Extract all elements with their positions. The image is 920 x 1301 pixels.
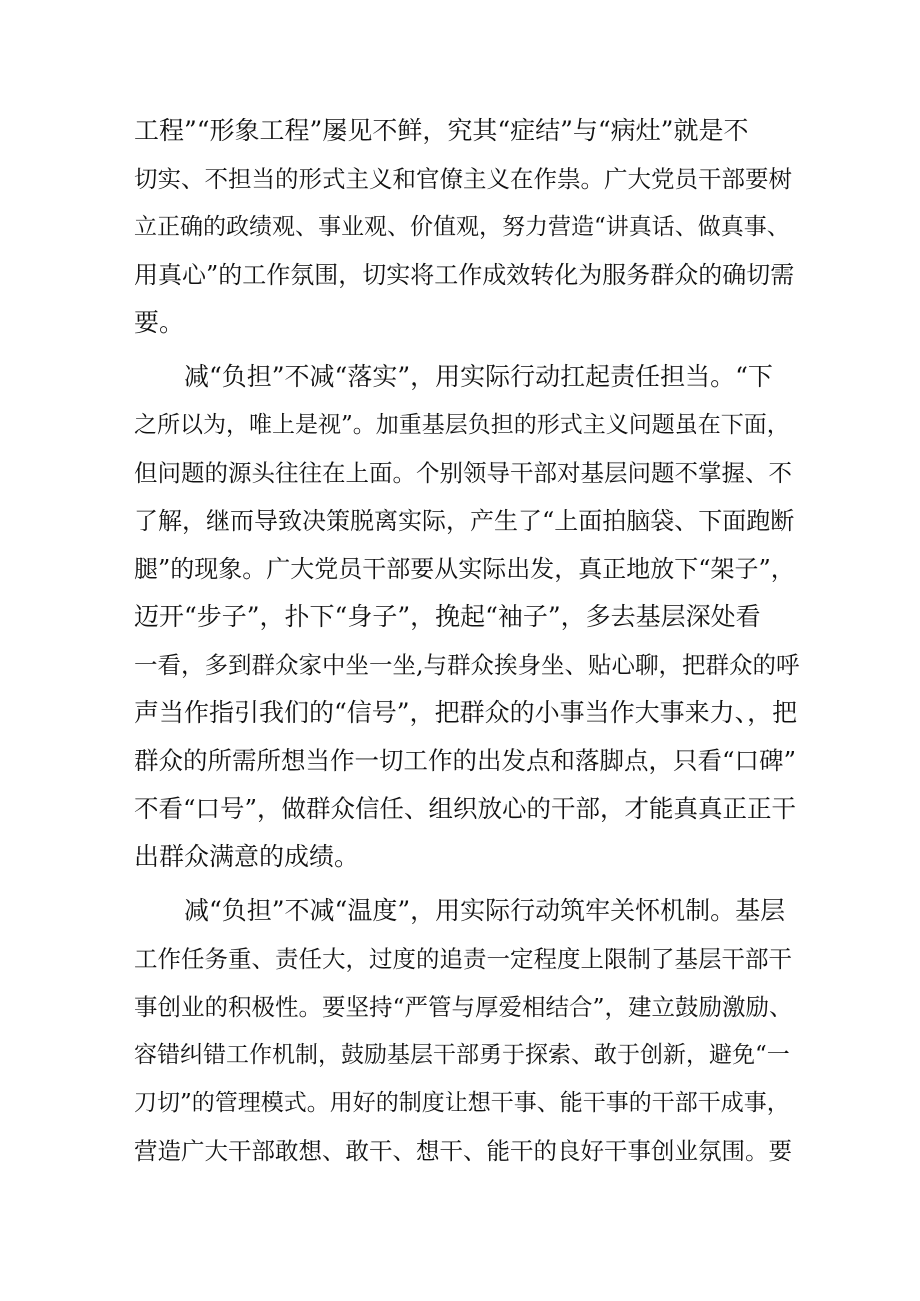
paragraph-2-line-3: 但问题的源头往往在上面。个别领导干部对基层问题不掌握、不 [134,459,792,487]
paragraph-2-line-1: 减“负担”不减“落实”，用实际行动扛起责任担当。“下 [184,362,773,391]
paragraph-2-line-6: 迈开“步子”，扑下“身子”，挽起“袖子”，多去基层深处看 [134,602,761,631]
paragraph-2-line-9: 群众的所需所想当作一切工作的出发点和落脚点，只看“口碑” [134,746,797,775]
paragraph-2-line-8: 声当作指引我们的“信号”，把群众的小事当作大事来力、，把 [134,698,798,727]
paragraph-3-line-5: 刀切”的管理模式。用好的制度让想干事、能干事的干部干成事， [134,1090,790,1116]
paragraph-1-line-3: 立正确的政绩观、事业观、价值观，努力营造“讲真话、做真事、 [134,214,790,240]
paragraph-2-line-4: 了解，继而导致决策脱离实际，产生了“上面拍脑袋、下面跑断 [134,507,795,535]
paragraph-2-line-2: 之所以为，唯上是视”。加重基层负担的形式主义问题虽在下面， [134,412,790,438]
paragraph-2-line-7: 一看，多到群众家中坐一坐,与群众挨身坐、贴心聊，把群众的呼 [134,651,800,679]
paragraph-3-line-1: 减“负担”不减“温度”，用实际行动筑牢关怀机制。基层 [184,896,786,925]
paragraph-1-line-1: 工程”“形象工程”屡见不鲜，究其“症结”与“病灶”就是不 [134,116,749,145]
paragraph-3-line-3: 事创业的积极性。要坚持“严管与厚爱相结合”，建立鼓励激励、 [134,993,793,1021]
paragraph-1-line-4: 用真心”的工作氛围，切实将工作成效转化为服务群众的确切需 [134,261,795,289]
paragraph-3-line-4: 容错纠错工作机制，鼓励基层干部勇于探索、敢于创新，避免“一 [134,1042,790,1068]
paragraph-1-line-2: 切实、不担当的形式主义和官僚主义在作祟。广大党员干部要树 [134,165,792,193]
paragraph-2-line-10: 不看“口号”，做群众信任、组织放心的干部，才能真真正正干 [134,794,797,823]
paragraph-3-line-2: 工作任务重、责任大，过度的追责一定程度上限制了基层干部干 [134,945,792,973]
paragraph-2-line-5: 腿”的现象。广大党员干部要从实际出发，真正地放下“架子”， [134,555,795,583]
paragraph-3-line-6: 营造广大干部敢想、敢干、想干、能干的良好干事创业氛围。要 [134,1137,792,1165]
paragraph-1-line-5: 要。 [134,308,185,337]
paragraph-2-line-11: 出群众满意的成绩。 [134,842,360,871]
